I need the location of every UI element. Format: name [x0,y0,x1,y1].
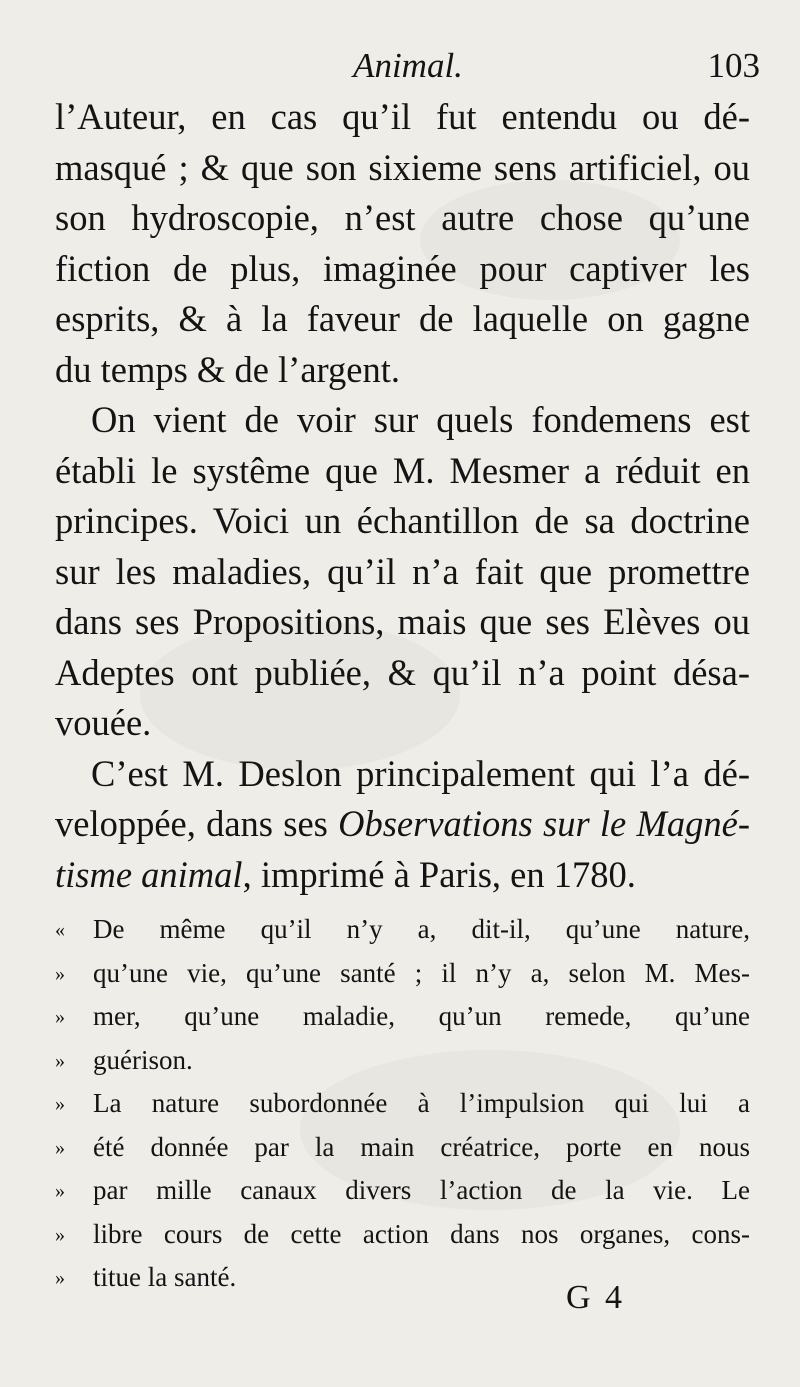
quote-line-text: titue la santé. [93,1262,237,1292]
quote-line-text: été donnée par la main créatrice, porte en nous [93,1131,750,1162]
quote-line [55,1039,750,1083]
quote-line [55,1082,750,1126]
quote-cont-mark: » [55,1180,65,1202]
quote-cont-mark: » [55,962,65,985]
paragraph [55,395,750,749]
paragraph [55,92,750,395]
quote-line-text: qu’une vie, qu’une santé ; il n’y a, selon M. Mes- [93,957,750,988]
quote-line [55,995,750,1039]
quote-line-text: La nature subordonnée à l’impulsion qui lui a [93,1088,750,1118]
text-line: établi le systême que M. Mesmer a réduit en [55,449,750,491]
text-line: vouée. [55,702,152,743]
quote-line [55,1126,750,1170]
text-line: fiction de plus, imaginée pour captiver les [55,247,750,289]
running-title: Animal. [353,46,463,85]
quote-cont-mark: » [55,1223,65,1246]
text-line: veloppée, dans ses Observations sur le Magné- [55,803,750,844]
quote-line-text: guérison. [93,1044,193,1075]
text-line: Adeptes ont publiée, & qu’il n’a point désa- [55,651,750,693]
quoted-passage [55,908,750,1300]
page-header [56,44,760,94]
text-line: On vient de voir sur quels fondemens est [91,399,750,440]
text-line: l’Auteur, en cas qu’il fut entendu ou dé- [55,96,750,137]
quote-line [55,908,750,952]
text-line: tisme animal, imprimé à Paris, en 1780. [55,853,636,895]
text-line: C’est M. Deslon principalement qui l’a dé- [91,752,750,794]
quote-open-mark: « [55,919,65,941]
quote-line-text: libre cours de cette action dans nos organes, cons- [93,1218,750,1249]
quote-cont-mark: » [55,1267,65,1289]
quote-line-text: mer, qu’une maladie, qu’un remede, qu’une [93,1001,750,1031]
quote-line [55,952,750,996]
quote-cont-mark: » [55,1049,65,1072]
quote-paragraph [55,1082,750,1300]
text-line: esprits, & à la faveur de laquelle on gagne [55,298,750,339]
text-line: principes. Voici un échantillon de sa doctrine [55,500,750,541]
text-line: sur les maladies, qu’il n’a fait que promettre [55,550,750,592]
page-number: 103 [707,46,760,85]
quote-paragraph [55,908,750,1082]
quote-line [55,1169,750,1213]
quote-cont-mark: » [55,1136,65,1159]
quote-cont-mark: » [55,1006,65,1028]
text-line: du temps & de l’argent. [55,348,400,390]
text-line: dans ses Propositions, mais que ses Elèves ou [55,601,750,642]
quote-line [55,1256,750,1300]
text-line: son hydroscopie, n’est autre chose qu’une [55,197,750,238]
paragraph [55,749,750,901]
text-line: masqué ; & que son sixieme sens artificiel, ou [55,146,750,188]
signature-mark: G 4 [566,1279,626,1316]
quote-cont-mark: » [55,1093,65,1115]
quote-line-text: par mille canaux divers l’action de la vie. Le [93,1175,750,1205]
quote-line [55,1213,750,1257]
main-text [55,92,750,900]
quote-line-text: De même qu’il n’y a, dit-il, qu’une nature, [93,914,750,944]
